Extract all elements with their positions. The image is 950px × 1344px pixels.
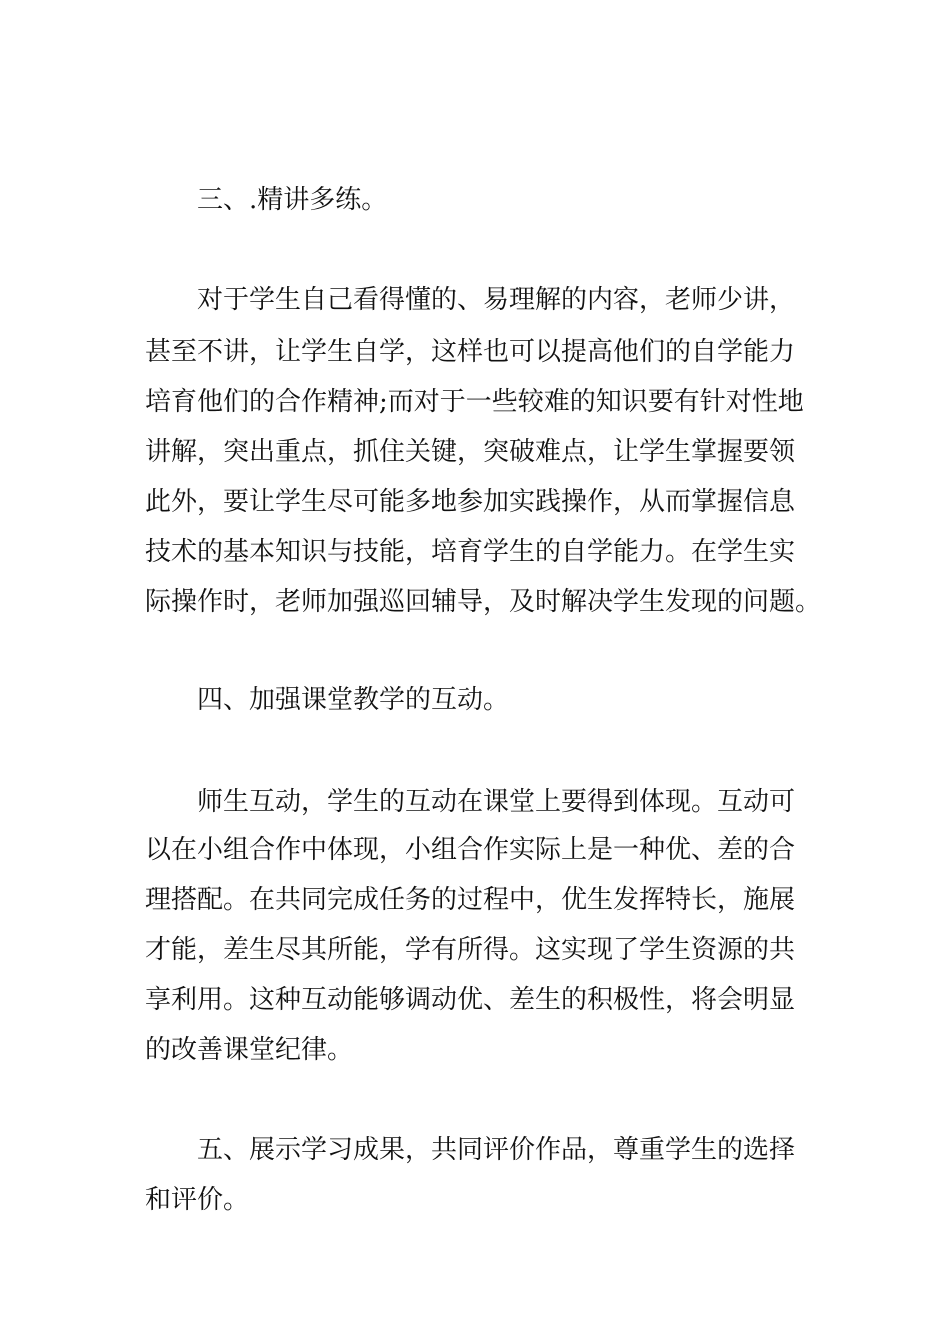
paragraph-line: 培育他们的合作精神;而对于一些较难的知识要有针对性地 (145, 387, 804, 417)
section-heading-5: 五、展示学习成果，共同评价作品，尊重学生的选择 (197, 1135, 796, 1165)
section-heading-5-continued: 和评价。 (145, 1185, 250, 1215)
paragraph-line: 此外，要让学生尽可能多地参加实践操作，从而掌握信息 (145, 487, 796, 517)
paragraph-line: 际操作时，老师加强巡回辅导，及时解决学生发现的问题。 (145, 587, 822, 617)
paragraph-line: 才能，差生尽其所能，学有所得。这实现了学生资源的共 (145, 935, 796, 965)
paragraph-line: 享利用。这种互动能够调动优、差生的积极性，将会明显 (145, 985, 796, 1015)
paragraph-line: 对于学生自己看得懂的、易理解的内容，老师少讲， (197, 285, 796, 315)
paragraph-line: 甚至不讲，让学生自学，这样也可以提高他们的自学能力 (145, 337, 796, 367)
paragraph-line: 技术的基本知识与技能，培育学生的自学能力。在学生实 (145, 537, 796, 567)
paragraph-line: 以在小组合作中体现，小组合作实际上是一种优、差的合 (145, 835, 796, 865)
paragraph-line: 理搭配。在共同完成任务的过程中，优生发挥特长，施展 (145, 885, 796, 915)
paragraph-line: 师生互动，学生的互动在课堂上要得到体现。互动可 (197, 787, 796, 817)
section-heading-4: 四、加强课堂教学的互动。 (197, 685, 510, 715)
paragraph-line: 讲解，突出重点，抓住关键，突破难点，让学生掌握要领 (145, 437, 796, 467)
paragraph-line: 的改善课堂纪律。 (145, 1035, 354, 1065)
section-heading-3: 三、.精讲多练。 (197, 185, 388, 215)
